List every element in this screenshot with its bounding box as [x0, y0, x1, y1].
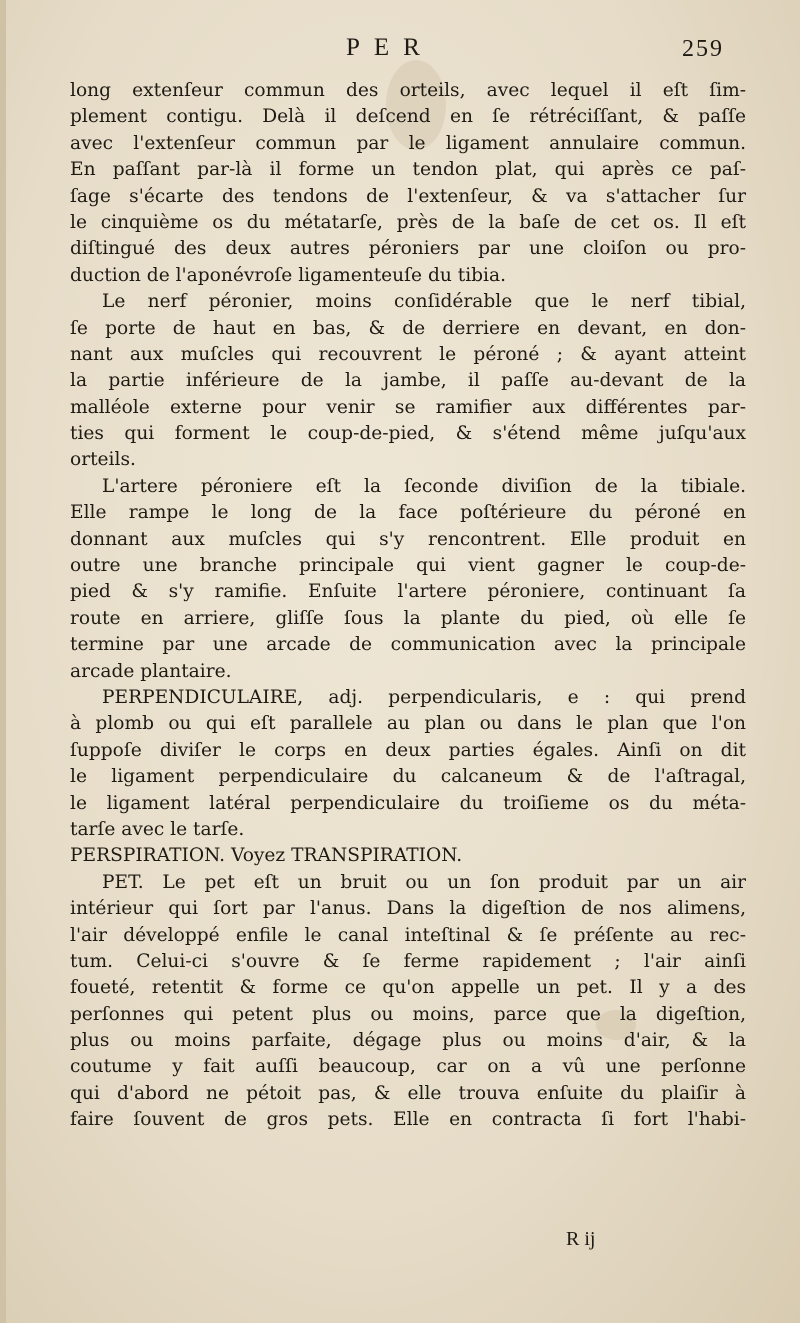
entry-perpendiculaire: PERPENDICULAIRE, adj. perpendicularis, e : qui prend [102, 686, 746, 708]
text-line: Elle rampe le long de la face poſtérieure du péroné en [70, 502, 746, 524]
text-line: ſuppoſe diviſer le corps en deux parties égales. Ainſi on dit [70, 739, 746, 761]
text-line: tum. Celui-ci s'ouvre & ſe ferme rapidement ; l'air ainſi [70, 950, 746, 972]
text-line: l'air développé enfile le canal inteſtinal & ſe préſente au rec- [70, 924, 746, 946]
text-line: plus ou moins parfaite, dégage plus ou moins d'air, & la [70, 1030, 746, 1052]
text-line: arcade plantaire. [70, 660, 232, 682]
text-line: qui d'abord ne pétoit pas, & elle trouva enſuite du plaiſir à [70, 1082, 746, 1104]
text-line: diſtingué des deux autres péroniers par une cloiſon ou pro- [70, 238, 746, 260]
text-line: la partie inférieure de la jambe, il paſſe au-devant de la [70, 370, 746, 392]
text-line: le ligament perpendiculaire du calcaneum & de l'aſtragal, [70, 766, 746, 788]
text-line: long extenſeur commun des orteils, avec lequel il eſt ſim- [70, 80, 746, 101]
text-line: ſe porte de haut en bas, & de derriere en devant, en don- [70, 317, 746, 339]
text-line: à plomb ou qui eſt parallele au plan ou dans le plan que l'on [70, 713, 746, 735]
page-number: 259 [682, 36, 724, 62]
entry-pet: PET. Le pet eſt un bruit ou un ſon produit par un air [102, 871, 746, 893]
entry-perspiration: PERSPIRATION. Voyez TRANSPIRATION. [70, 845, 463, 867]
running-head: PER [346, 34, 434, 61]
text-line: faire ſouvent de gros pets. Elle en contracta ſi fort l'habi- [70, 1109, 746, 1131]
text-line: nant aux muſcles qui recouvrent le péroné ; & ayant atteint [70, 343, 746, 365]
text-line: orteils. [70, 449, 136, 471]
text-line: coutume y fait auſſi beaucoup, car on a vû une perſonne [70, 1056, 746, 1078]
text-line: avec l'extenſeur commun par le ligament annulaire commun. [70, 132, 746, 154]
text-line: donnant aux muſcles qui s'y rencontrent. Elle produit en [70, 528, 746, 550]
text-line: plement contigu. Delà il deſcend en ſe rétréciſſant, & paſſe [70, 106, 746, 128]
page-header [6, 34, 800, 74]
body-text [70, 78, 746, 1134]
text-line: ties qui forment le coup-de-pied, & s'étend même juſqu'aux [70, 423, 746, 445]
text-line: Le nerf péronier, moins conſidérable que le nerf tibial, [102, 291, 746, 313]
text-line: perſonnes qui petent plus ou moins, parce que la digeſtion, [70, 1003, 746, 1025]
text-line: En paſſant par-là il forme un tendon plat, qui après ce paſ- [70, 159, 746, 181]
text-line: pied & s'y ramifie. Enſuite l'artere péroniere, continuant ſa [70, 581, 746, 603]
text-line: malléole externe pour venir se ramifier aux différentes par- [70, 396, 746, 418]
text-line: route en arriere, gliſſe ſous la plante du pied, où elle ſe [70, 607, 746, 629]
text-line: outre une branche principale qui vient gagner le coup-de- [70, 555, 746, 577]
signature-mark: R ij [566, 1228, 596, 1250]
text-line: termine par une arcade de communication avec la principale [70, 634, 746, 656]
text-line: duction de l'aponévroſe ligamenteuſe du tibia. [70, 264, 506, 286]
text-line: foueté, retentit & forme ce qu'on appelle un pet. Il y a des [70, 977, 746, 999]
text-line: le ligament latéral perpendiculaire du troiſieme os du méta- [70, 792, 746, 814]
text-line: tarſe avec le tarſe. [70, 818, 245, 840]
text-line: L'artere péroniere eſt la ſeconde diviſion de la tibiale. [102, 475, 746, 497]
text-line: le cinquième os du métatarſe, près de la baſe de cet os. Il eſt [70, 211, 746, 233]
text-line: intérieur qui ſort par l'anus. Dans la digeſtion de nos alimens, [70, 898, 746, 920]
text-line: ſage s'écarte des tendons de l'extenſeur, & va s'attacher ſur [70, 185, 746, 207]
